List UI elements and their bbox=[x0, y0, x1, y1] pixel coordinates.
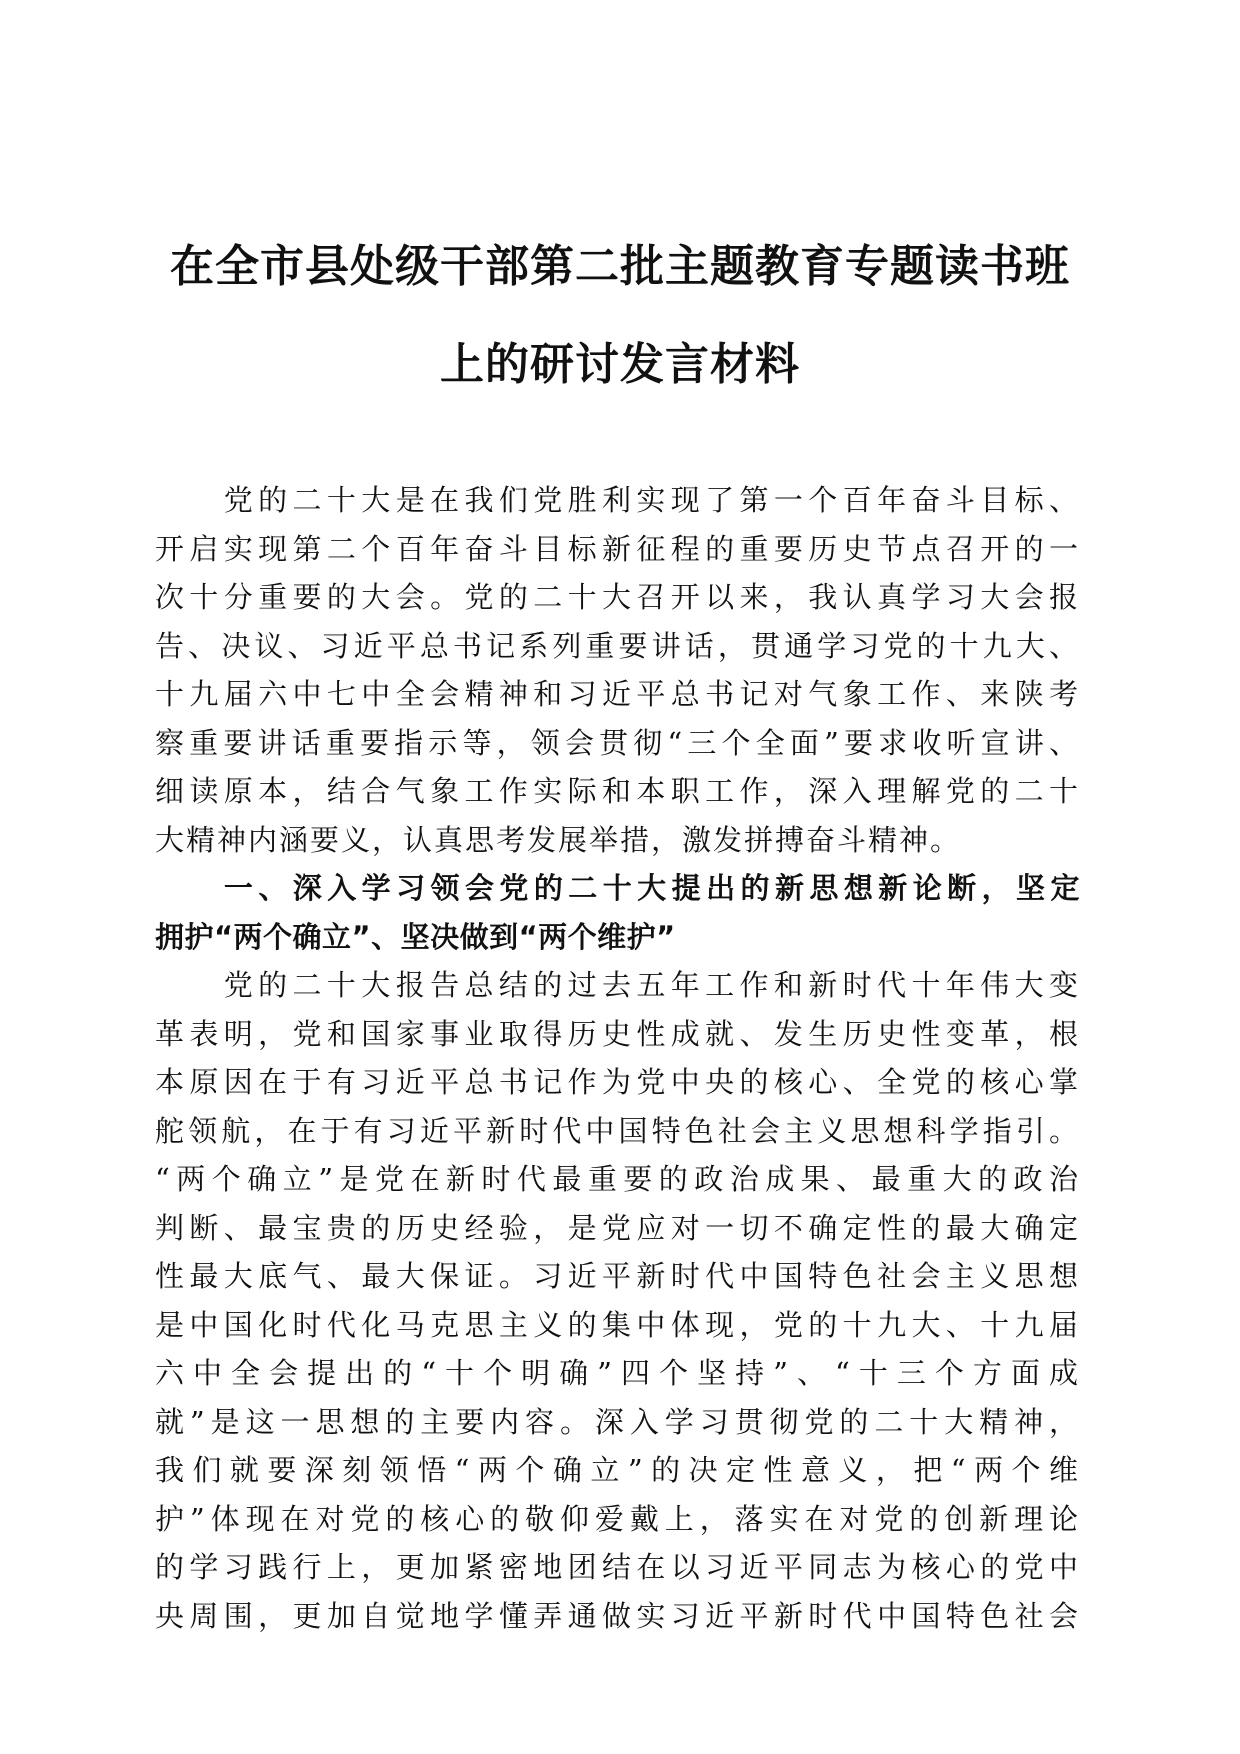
heading-line: 一、深入学习领会党的二十大提出的新思想新论断，坚定 bbox=[155, 871, 1080, 905]
text-line: 党的二十大是在我们党胜利实现了第一个百年奋斗目标、 bbox=[155, 483, 1080, 517]
text-line: 央周围，更加自觉地学懂弄通做实习近平新时代中国特色社会 bbox=[155, 1598, 1080, 1633]
text-line: 次十分重要的大会。党的二十大召开以来，我认真学习大会报 bbox=[155, 580, 1080, 614]
text-line: 大精神内涵要义，认真思考发展举措，激发拼搏奋斗精神。 bbox=[155, 822, 962, 857]
title-line: 上的研讨发言材料 bbox=[440, 339, 800, 390]
title-line: 在全市县处级干部第二批主题教育专题读书班 bbox=[170, 241, 1070, 292]
text-line: 就”是这一思想的主要内容。深入学习贯彻党的二十大精神， bbox=[155, 1404, 1080, 1439]
text-line: 开启实现第二个百年奋斗目标新征程的重要历史节点召开的一 bbox=[155, 531, 1080, 566]
text-line: 判断、最宝贵的历史经验，是党应对一切不确定性的最大确定 bbox=[155, 1210, 1080, 1245]
text-line: “两个确立”是党在新时代最重要的政治成果、最重大的政治 bbox=[155, 1162, 1080, 1196]
document-title bbox=[150, 218, 1090, 414]
text-line: 是中国化时代化马克思主义的集中体现，党的十九大、十九届 bbox=[155, 1307, 1080, 1342]
heading-line: 拥护“两个确立”、坚决做到“两个维护” bbox=[155, 919, 676, 954]
text-line: 本原因在于有习近平总书记作为党中央的核心、全党的核心掌 bbox=[155, 1065, 1080, 1099]
text-line: 性最大底气、最大保证。习近平新时代中国特色社会主义思想 bbox=[155, 1259, 1080, 1293]
text-line: 革表明，党和国家事业取得历史性成就、发生历史性变革，根 bbox=[155, 1016, 1080, 1051]
paragraph-intro bbox=[155, 476, 1080, 864]
text-line: 舵领航，在于有习近平新时代中国特色社会主义思想科学指引。 bbox=[155, 1113, 1080, 1148]
text-line: 告、决议、习近平总书记系列重要讲话，贯通学习党的十九大、 bbox=[155, 628, 1080, 663]
text-line: 细读原本，结合气象工作实际和本职工作，深入理解党的二十 bbox=[155, 774, 1080, 808]
text-line: 十九届六中七中全会精神和习近平总书记对气象工作、来陕考 bbox=[155, 677, 1080, 711]
text-line: 察重要讲话重要指示等，领会贯彻“三个全面”要求收听宣讲、 bbox=[155, 725, 1080, 760]
text-line: 六中全会提出的“十个明确”四个坚持”、“十三个方面成 bbox=[155, 1356, 1080, 1390]
text-line: 党的二十大报告总结的过去五年工作和新时代十年伟大变 bbox=[155, 968, 1080, 1002]
section-heading-1 bbox=[155, 864, 1080, 961]
paragraph-section-1 bbox=[155, 961, 1080, 1640]
text-line: 护”体现在对党的核心的敬仰爱戴上，落实在对党的创新理论 bbox=[155, 1501, 1080, 1536]
document-body bbox=[155, 476, 1080, 1640]
text-line: 我们就要深刻领悟“两个确立”的决定性意义，把“两个维 bbox=[155, 1453, 1080, 1487]
text-line: 的学习践行上，更加紧密地团结在以习近平同志为核心的党中 bbox=[155, 1550, 1080, 1584]
